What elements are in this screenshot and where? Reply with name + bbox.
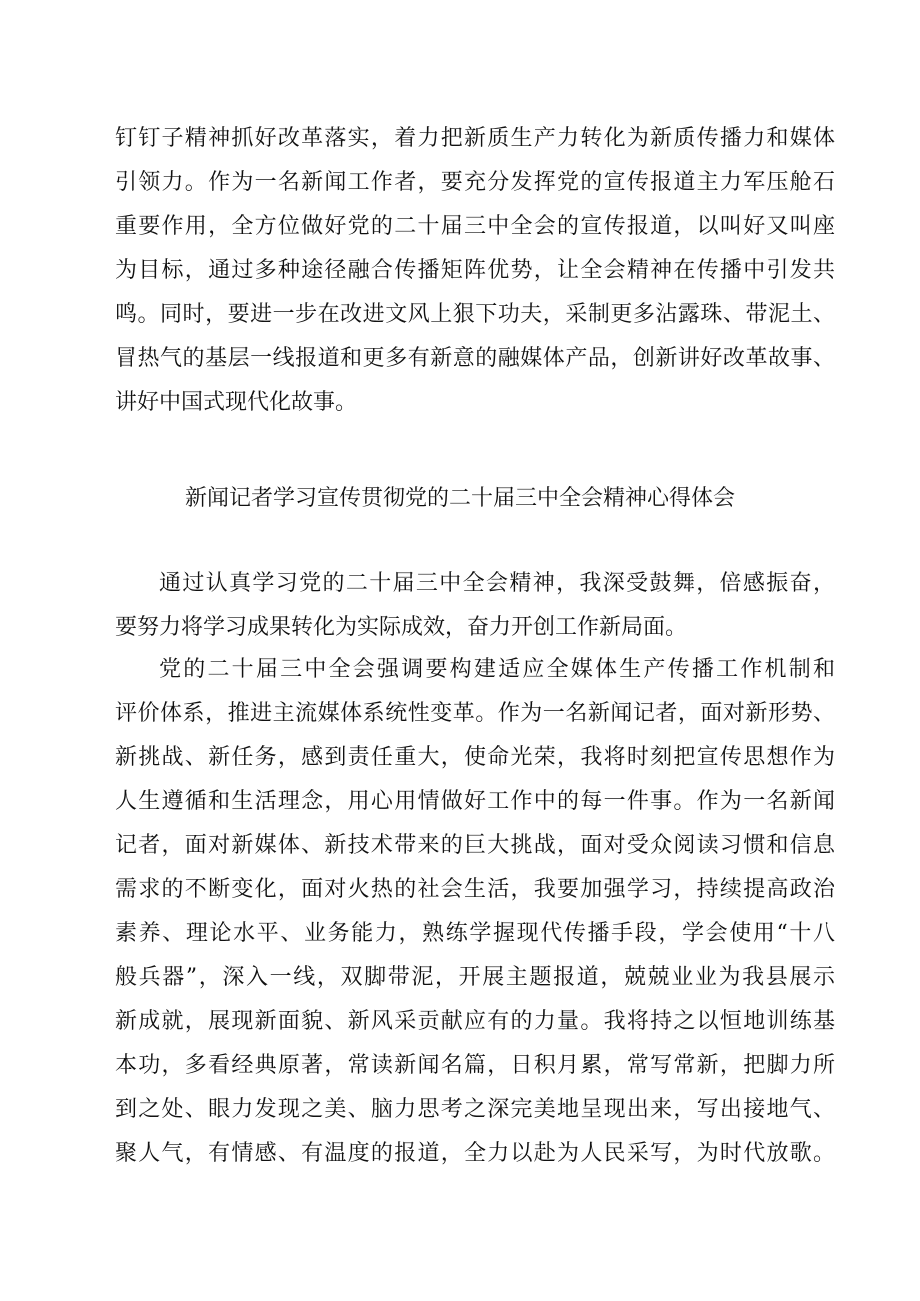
paragraph-line: 钉钉子精神抓好改革落实，着力把新质生产力转化为新质传播力和媒体 xyxy=(115,126,835,151)
paragraph-line: 素养、理论水平、业务能力，熟练学握现代传播手段，学会使用“十八 xyxy=(115,921,835,946)
paragraph-line: 要努力将学习成果转化为实际成效，奋力开创工作新局面。 xyxy=(115,615,688,640)
paragraph-line: 评价体系，推进主流媒体系统性变革。作为一名新闻记者，面对新形势、 xyxy=(115,701,835,726)
paragraph-line: 重要作用，全方位做好党的二十届三中全会的宣传报道，以叫好又叫座 xyxy=(115,214,835,239)
paragraph-line: 新挑战、新任务，感到责任重大，使命光荣，我将时刻把宣传思想作为 xyxy=(115,745,835,770)
paragraph-line: 记者，面对新媒体、新技术带来的巨大挑战，面对受众阅读习惯和信息 xyxy=(115,833,835,858)
paragraph-intro xyxy=(115,562,835,650)
paragraph-line: 为目标，通过多种途径融合传播矩阵优势，让全会精神在传播中引发共 xyxy=(115,258,835,283)
paragraph-line: 人生遵循和生活理念，用心用情做好工作中的每一件事。作为一名新闻 xyxy=(115,789,835,814)
paragraph-line: 引领力。作为一名新闻工作者，要充分发挥党的宣传报道主力军压舱石 xyxy=(115,170,835,195)
paragraph-line: 党的二十届三中全会强调要构建适应全媒体生产传播工作机制和 xyxy=(159,657,835,682)
paragraph-line: 到之处、眼力发现之美、脑力思考之深完美地呈现出来，写出接地气、 xyxy=(115,1097,835,1122)
document-title: 新闻记者学习宣传贯彻党的二十届三中全会精神心得体会 xyxy=(184,486,735,511)
paragraph-line: 般兵器”，深入一线，双脚带泥，开展主题报道，兢兢业业为我县展示 xyxy=(115,965,835,990)
continued-paragraph xyxy=(115,117,835,425)
paragraph-line: 本功，多看经典原著，常读新闻名篇，日积月累，常写常新，把脚力所 xyxy=(115,1053,835,1078)
paragraph-line: 聚人气，有情感、有温度的报道，全力以赴为人民采写，为时代放歌。 xyxy=(115,1141,835,1166)
paragraph-line: 新成就，展现新面貌、新风采贡献应有的力量。我将持之以恒地训练基 xyxy=(115,1009,835,1034)
paragraph-line: 冒热气的基层一线报道和更多有新意的融媒体产品，创新讲好改革故事、 xyxy=(115,346,835,371)
paragraph-line: 鸣。同时，要进一步在改进文风上狠下功夫，采制更多沾露珠、带泥土、 xyxy=(115,302,835,327)
paragraph-line: 讲好中国式现代化故事。 xyxy=(115,390,358,415)
paragraph-line: 通过认真学习党的二十届三中全会精神，我深受鼓舞，倍感振奋， xyxy=(159,571,835,596)
paragraph-body xyxy=(115,648,835,1176)
paragraph-line: 需求的不断变化，面对火热的社会生活，我要加强学习，持续提高政治 xyxy=(115,877,835,902)
